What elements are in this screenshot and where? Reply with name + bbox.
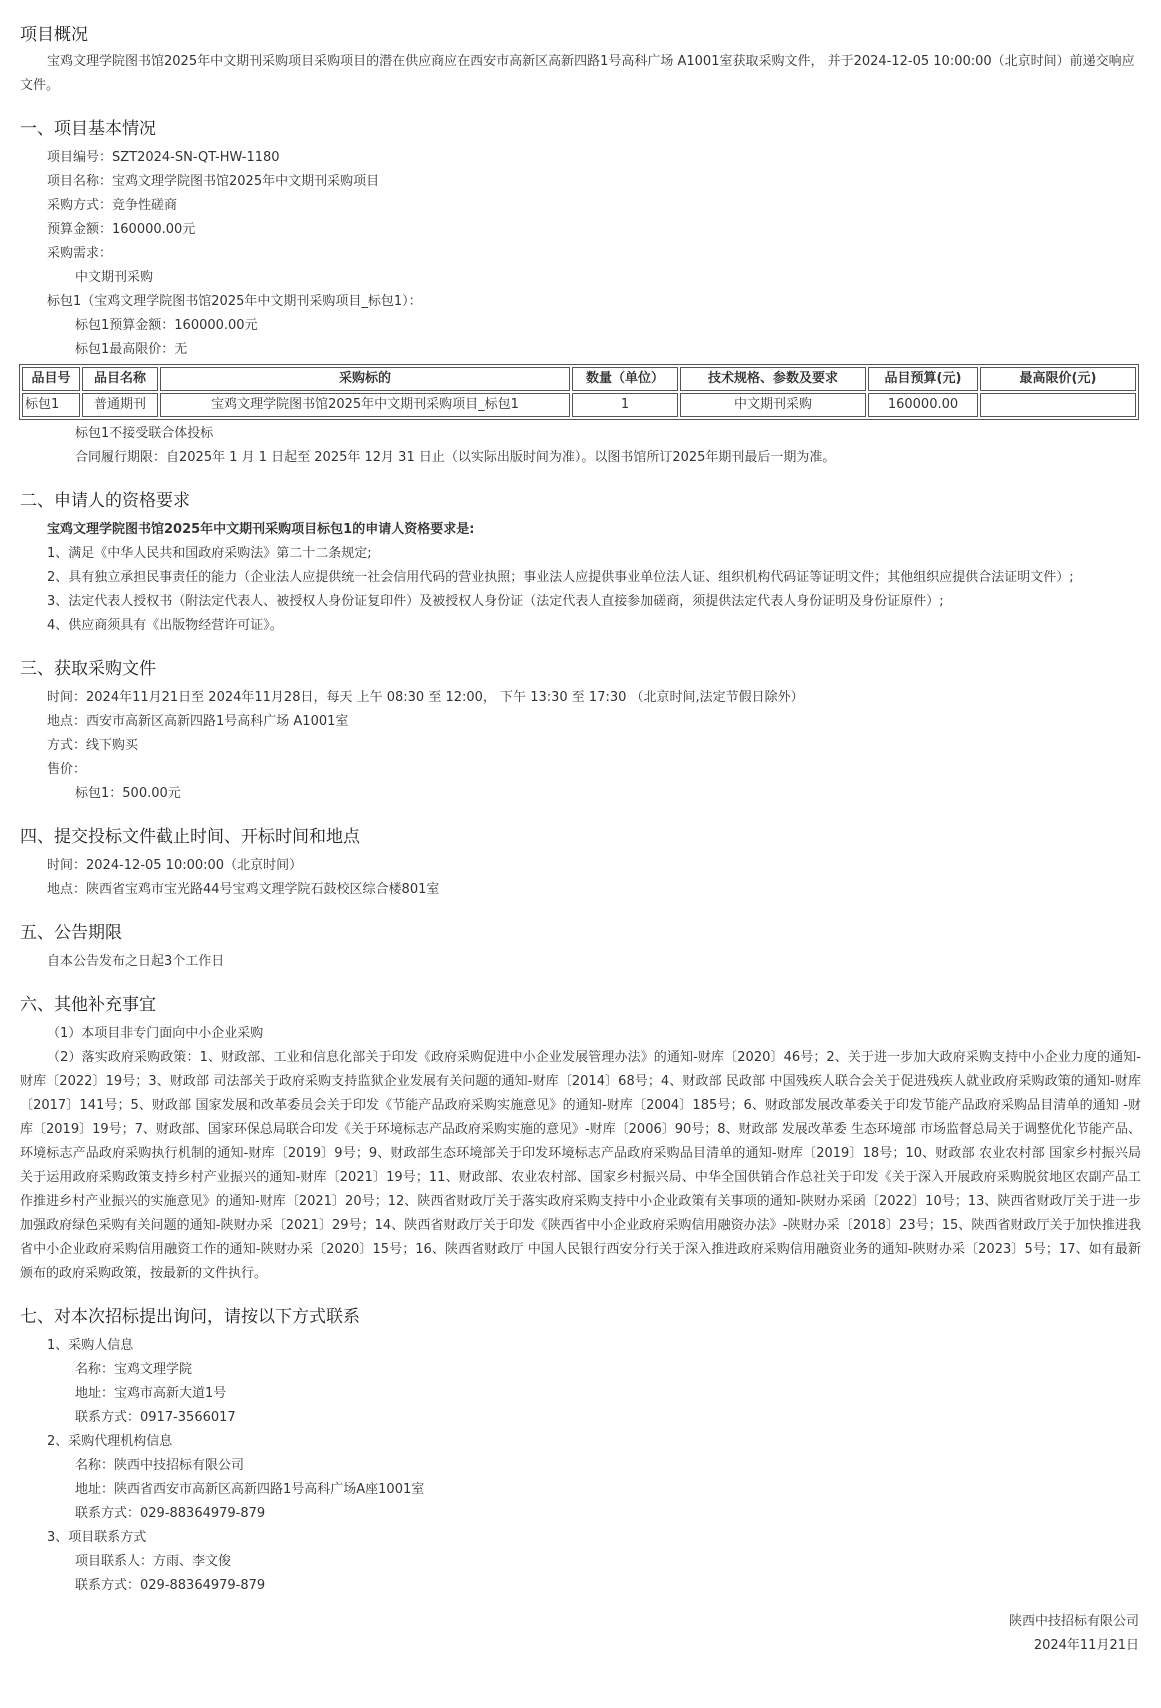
demand-value: 中文期刊采购 <box>75 270 154 285</box>
table-row <box>22 393 1136 417</box>
items-table <box>19 364 1139 420</box>
project-contact-person: 项目联系人：方雨、李文俊 <box>75 1554 232 1569</box>
buyer-contact: 联系方式：0917-3566017 <box>75 1410 236 1425</box>
qualification-item: 1、满足《中华人民共和国政府采购法》第二十二条规定; <box>47 546 372 561</box>
qualification-item: 2、具有独立承担民事责任的能力（企业法人应提供统一社会信用代码的营业执照；事业法人应提供事业单位法人证、组织机构代码证等证明文件；其他组织应提供合法证明文件）; <box>47 570 1074 585</box>
table-cell: 160000.00 <box>868 393 978 417</box>
table-cell: 标包1 <box>22 393 80 417</box>
obtain-way: 方式：线下购买 <box>47 738 139 753</box>
agent-name: 名称：陕西中技招标有限公司 <box>75 1458 245 1473</box>
table-cell <box>980 393 1136 417</box>
overview-text: 宝鸡文理学院图书馆2025年中文期刊采购项目采购项目的潜在供应商应在西安市高新区高新四路1号高科广场 A1001室获取采购文件， 并于2024-12-05 10:00:00（北京时间）前递交响应文件。 <box>20 54 1135 93</box>
section-6-title: 六、其他补充事宜 <box>20 995 156 1015</box>
lot-budget: 标包1预算金额：160000.00元 <box>75 318 258 333</box>
section-7-title: 七、对本次招标提出询问，请按以下方式联系 <box>20 1307 360 1327</box>
obtain-time: 时间：2024年11月21日至 2024年11月28日，每天 上午 08:30 至 12:00， 下午 13:30 至 17:30 （北京时间,法定节假日除外） <box>47 690 804 705</box>
lot-title: 标包1（宝鸡文理学院图书馆2025年中文期刊采购项目_标包1）： <box>47 294 422 309</box>
notice-period: 自本公告发布之日起3个工作日 <box>47 954 225 969</box>
supplement-item: （2）落实政府采购政策：1、财政部、工业和信息化部关于印发《政府采购促进中小企业发展管理办法》的通知-财库〔2020〕46号；2、关于进一步加大政府采购支持中小企业力度的通知-财库〔2022〕19号；3、财政部 司法部关于政府采购支持监狱企业发展有关问题的通知-财库〔2014〕68号；4、财政部 民政部 中国残疾人联合会关于促进残疾人就业政府采购政策的通知-财库〔2017〕141号；5、财政部 国家发展和改革委员会关于印发《节能产品政府采购实施意见》的通知-财库〔2004〕185号；6、财政部发展改革委关于印发节能产品政府采购品目清单的通知 -财库〔2019〕19号；7、财政部、国家环保总局联合印发《关于环境标志产品政府采购实施的意见》-财库〔2006〕90号；8、财政部 发展改革委 生态环境部 市场监督总局关于调整优化节能产品、环境标志产品政府采购执行机制的通知-财库〔2019〕9号；9、财政部生态环境部关于印发环境标志产品政府采购品目清单的通知-财库〔2019〕18号；10、财政部 农业农村部 国家乡村振兴局关于运用政府采购政策支持乡村产业振兴的通知-财库〔2021〕19号；11、财政部、农业农村部、国家乡村振兴局、中华全国供销合作总社关于印发《关于深入开展政府采购脱贫地区农副产品工作推进乡村产业振兴的实施意见》的通知-财库〔2021〕20号；12、陕西省财政厅关于落实政府采购支持中小企业政策有关事项的通知-陕财办采函〔2022〕10号；13、陕西省财政厅关于进一步加强政府绿色采购有关问题的通知-陕财办采〔2021〕29号；14、陕西省财政厅关于印发《陕西省中小企业政府采购信用融资办法》-陕财办采〔2018〕23号；15、陕西省财政厅关于加快推进我省中小企业政府采购信用融资工作的通知-陕财办采〔2020〕15号；16、陕西省财政厅 中国人民银行西安分行关于深入推进政府采购信用融资业务的通知-陕财办采〔2023〕5号；17、如有最新颁布的政府采购政策，按最新的文件执行。 <box>20 1050 1142 1281</box>
table-cell: 宝鸡文理学院图书馆2025年中文期刊采购项目_标包1 <box>160 393 570 417</box>
buyer-label: 1、采购人信息 <box>47 1338 134 1353</box>
project-no: 项目编号：SZT2024-SN-QT-HW-1180 <box>47 150 280 165</box>
table-cell: 1 <box>572 393 678 417</box>
no-joint-bid: 标包1不接受联合体投标 <box>75 426 214 441</box>
qualification-item: 3、法定代表人授权书（附法定代表人、被授权人身份证复印件）及被授权人身份证（法定代表人直接参加磋商，须提供法定代表人身份证明及身份证原件）; <box>47 594 944 609</box>
project-name: 项目名称：宝鸡文理学院图书馆2025年中文期刊采购项目 <box>47 174 380 189</box>
budget-amount: 预算金额：160000.00元 <box>47 222 196 237</box>
signature-org: 陕西中技招标有限公司 <box>1008 1614 1139 1629</box>
price-value: 标包1：500.00元 <box>75 786 181 801</box>
buyer-address: 地址：宝鸡市高新大道1号 <box>75 1386 227 1401</box>
deadline-time: 时间：2024-12-05 10:00:00（北京时间） <box>47 858 303 873</box>
demand-label: 采购需求： <box>47 246 113 261</box>
signature-block <box>20 1610 1141 1658</box>
table-header: 数量（单位） <box>572 367 678 391</box>
section-2-title: 二、申请人的资格要求 <box>20 491 190 511</box>
section-5-title: 五、公告期限 <box>20 923 122 943</box>
qualification-item: 4、供应商须具有《出版物经营许可证》。 <box>47 618 283 633</box>
table-header: 采购标的 <box>160 367 570 391</box>
agent-address: 地址：陕西省西安市高新区高新四路1号高科广场A座1001室 <box>75 1482 425 1497</box>
table-header: 品目号 <box>22 367 80 391</box>
table-cell: 中文期刊采购 <box>680 393 866 417</box>
obtain-place: 地点：西安市高新区高新四路1号高科广场 A1001室 <box>47 714 349 729</box>
table-header-row <box>22 367 1136 391</box>
supplement-item: （1）本项目非专门面向中小企业采购 <box>47 1026 264 1041</box>
qualification-intro: 宝鸡文理学院图书馆2025年中文期刊采购项目标包1的申请人资格要求是: <box>47 522 475 537</box>
price-label: 售价： <box>47 762 87 777</box>
table-cell: 普通期刊 <box>82 393 158 417</box>
agent-label: 2、采购代理机构信息 <box>47 1434 173 1449</box>
section-3-title: 三、获取采购文件 <box>20 659 156 679</box>
table-header: 技术规格、参数及要求 <box>680 367 866 391</box>
table-header: 最高限价(元) <box>980 367 1136 391</box>
contract-period: 合同履行期限：自2025年 1 月 1 日起至 2025年 12月 31 日止（以实际出版时间为准）。以图书馆所订2025年期刊最后一期为准。 <box>75 450 836 465</box>
agent-contact: 联系方式：029-88364979-879 <box>75 1506 266 1521</box>
lot-max-price: 标包1最高限价：无 <box>75 342 188 357</box>
table-header: 品目预算(元) <box>868 367 978 391</box>
overview-title: 项目概况 <box>20 25 88 45</box>
buyer-name: 名称：宝鸡文理学院 <box>75 1362 193 1377</box>
project-contact-phone: 联系方式：029-88364979-879 <box>75 1578 266 1593</box>
deadline-place: 地点：陕西省宝鸡市宝光路44号宝鸡文理学院石鼓校区综合楼801室 <box>47 882 440 897</box>
table-header: 品目名称 <box>82 367 158 391</box>
section-1-title: 一、项目基本情况 <box>20 119 156 139</box>
project-contact-label: 3、项目联系方式 <box>47 1530 147 1545</box>
signature-date: 2024年11月21日 <box>1033 1638 1139 1653</box>
section-4-title: 四、提交投标文件截止时间、开标时间和地点 <box>20 827 360 847</box>
purchase-method: 采购方式：竞争性磋商 <box>47 198 178 213</box>
